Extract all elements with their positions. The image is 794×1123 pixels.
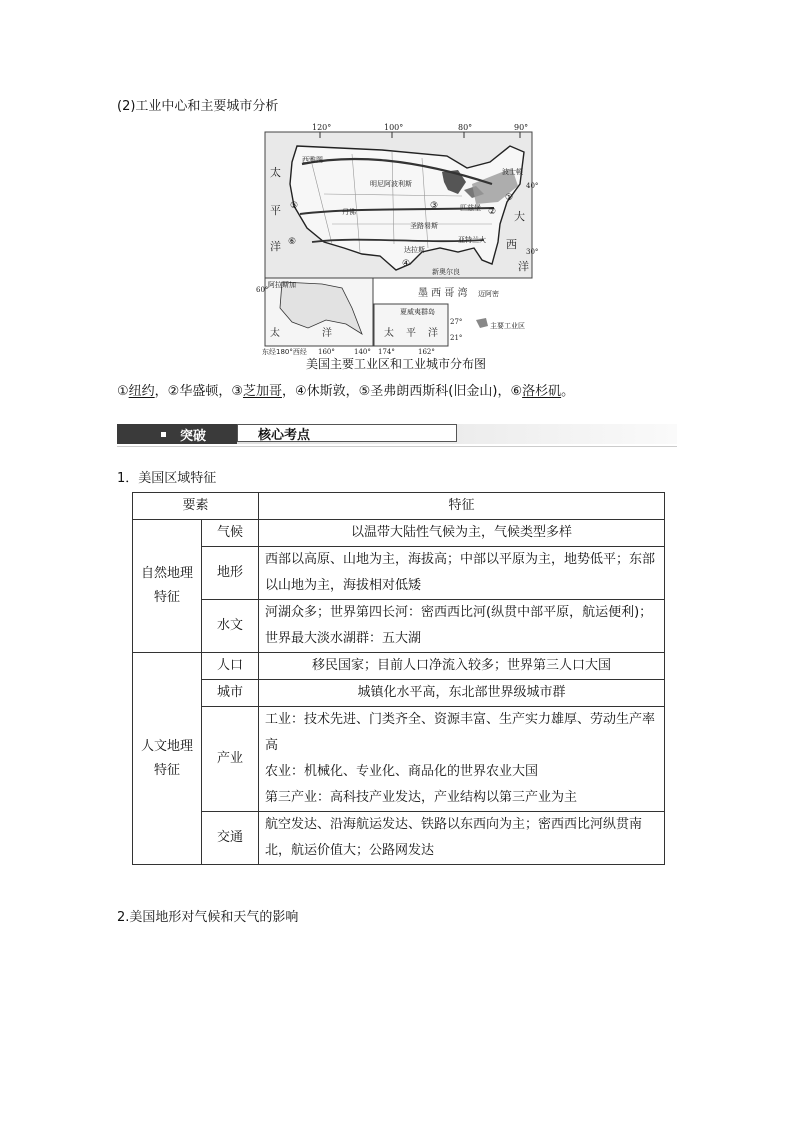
row-hydrology-name: 水文 xyxy=(202,600,259,653)
place-denver: 丹佛 xyxy=(342,208,356,216)
map-svg xyxy=(256,123,539,371)
alaska-ocean-2: 洋 xyxy=(322,328,332,339)
city-end: 。 xyxy=(561,384,575,399)
legend-swatch xyxy=(476,318,488,328)
city-1-num: ① xyxy=(117,384,129,399)
header-factor: 要素 xyxy=(133,493,259,520)
lon-100: 100° xyxy=(384,123,404,132)
atlantic-3: 洋 xyxy=(518,260,529,273)
lat-40: 40° xyxy=(526,182,539,190)
atlantic-2: 西 xyxy=(506,238,517,251)
marker-2: ② xyxy=(488,207,497,217)
city-losangeles: 洛杉矶 xyxy=(522,384,562,399)
header-feature: 特征 xyxy=(259,493,665,520)
marker-4: ④ xyxy=(402,259,411,269)
place-neworleans: 新奥尔良 xyxy=(432,268,460,276)
row-terrain-text: 西部以高原、山地为主，海拔高；中部以平原为主，地势低平；东部以山地为主，海拔相对低矮 xyxy=(259,547,665,600)
row-city-text: 城镇化水平高，东北部世界级城市群 xyxy=(259,680,665,707)
pacific-3: 洋 xyxy=(270,240,281,253)
atlantic-1: 大 xyxy=(514,210,525,223)
city-list xyxy=(117,380,574,399)
banner-tag xyxy=(117,424,237,444)
hawaii-title: 夏威夷群岛 xyxy=(400,308,435,316)
hawaii-ocean-3: 洋 xyxy=(428,328,438,339)
row-population-text: 移民国家；目前人口净流入较多；世界第三人口大国 xyxy=(259,653,665,680)
lon-90: 90° xyxy=(514,123,529,132)
table-header-row xyxy=(133,493,665,520)
alaska-lon-1: 东经180°西经 xyxy=(262,348,307,356)
pacific-2: 平 xyxy=(270,204,281,217)
banner-left-label: 突破 xyxy=(180,428,207,444)
place-minneapolis: 明尼阿波利斯 xyxy=(370,180,412,188)
map-caption: 美国主要工业区和工业城市分布图 xyxy=(306,357,487,371)
gulf-label: 墨 西 哥 湾 xyxy=(418,288,468,299)
industry-line-2: 农业：机械化、专业化、商品化的世界农业大国 xyxy=(265,764,539,779)
lon-120: 120° xyxy=(312,123,332,132)
row-transport-name: 交通 xyxy=(202,812,259,865)
city-segment-2: ，②华盛顿，③ xyxy=(154,384,243,399)
city-segment-4: ，④休斯敦，⑤圣弗朗西斯科(旧金山)，⑥ xyxy=(282,384,523,399)
place-stlouis: 圣路易斯 xyxy=(410,222,438,230)
place-boston: 波士顿 xyxy=(502,168,523,176)
group-human: 人文地理特征 xyxy=(133,653,202,865)
lat-30: 30° xyxy=(526,248,539,256)
row-population-name: 人口 xyxy=(202,653,259,680)
legend-label: 主要工业区 xyxy=(490,322,525,330)
heading-2: 2.美国地形对气候和天气的影响 xyxy=(117,910,299,925)
row-climate-name: 气候 xyxy=(202,520,259,547)
marker-5: ⑤ xyxy=(290,201,299,211)
hawaii-ocean-2: 平 xyxy=(406,328,416,339)
hawaii-lon-2: 162° xyxy=(418,348,435,356)
row-industry-name: 产业 xyxy=(202,707,259,812)
row-terrain-name: 地形 xyxy=(202,547,259,600)
industry-line-3: 第三产业：高科技产业发达，产业结构以第三产业为主 xyxy=(265,790,578,805)
lon-80: 80° xyxy=(458,123,473,132)
heading-1: 1．美国区域特征 xyxy=(117,471,217,486)
hawaii-lat-2: 21° xyxy=(450,334,463,342)
feature-table xyxy=(132,492,665,865)
row-hydrology-text: 河湖众多；世界第四长河：密西西比河(纵贯中部平原，航运便利)；世界最大淡水湖群：五大湖 xyxy=(259,600,665,653)
row-climate-text: 以温带大陆性气候为主，气候类型多样 xyxy=(259,520,665,547)
table-row xyxy=(133,600,665,653)
alaska-ocean-1: 太 xyxy=(270,328,280,339)
hawaii-lat-1: 27° xyxy=(450,318,463,326)
row-industry-text xyxy=(259,707,665,812)
banner-rule xyxy=(117,446,677,447)
hawaii-ocean-1: 太 xyxy=(384,328,394,339)
table-row xyxy=(133,547,665,600)
row-transport-text: 航空发达、沿海航运发达、铁路以东西向为主；密西西比河纵贯南北，航运价值大；公路网发达 xyxy=(259,812,665,865)
banner-subtitle xyxy=(237,424,457,442)
table-row xyxy=(133,653,665,680)
table-row xyxy=(133,707,665,812)
hawaii-lon-1: 174° xyxy=(378,348,395,356)
pacific-1: 太 xyxy=(270,166,281,179)
alaska-lon-3: 140° xyxy=(354,348,371,356)
place-seattle: 西雅图 xyxy=(302,156,323,164)
place-atlanta: 亚特兰大 xyxy=(458,236,486,244)
city-chicago: 芝加哥 xyxy=(242,384,282,399)
group-natural: 自然地理特征 xyxy=(133,520,202,653)
table-row xyxy=(133,520,665,547)
table-row xyxy=(133,812,665,865)
marker-6: ⑥ xyxy=(288,237,297,247)
alaska-title: 阿拉斯加 xyxy=(268,281,296,289)
square-icon xyxy=(161,432,166,437)
place-dallas: 达拉斯 xyxy=(404,246,425,254)
section-banner xyxy=(117,418,677,448)
table-row xyxy=(133,680,665,707)
row-city-name: 城市 xyxy=(202,680,259,707)
us-industry-map xyxy=(256,123,539,371)
place-miami: 迈阿密 xyxy=(478,290,499,298)
section-title: (2)工业中心和主要城市分析 xyxy=(117,99,279,114)
alaska-lon-2: 160° xyxy=(318,348,335,356)
marker-3: ③ xyxy=(430,201,439,211)
place-pittsburgh: 匹兹堡 xyxy=(460,204,481,212)
banner-right-label: 核心考点 xyxy=(258,427,311,443)
alaska-lat: 60° xyxy=(256,286,269,294)
city-newyork: 纽约 xyxy=(128,384,155,399)
industry-line-1: 工业：技术先进、门类齐全、资源丰富、生产实力雄厚、劳动生产率高 xyxy=(265,712,656,753)
marker-1: ① xyxy=(505,193,514,203)
